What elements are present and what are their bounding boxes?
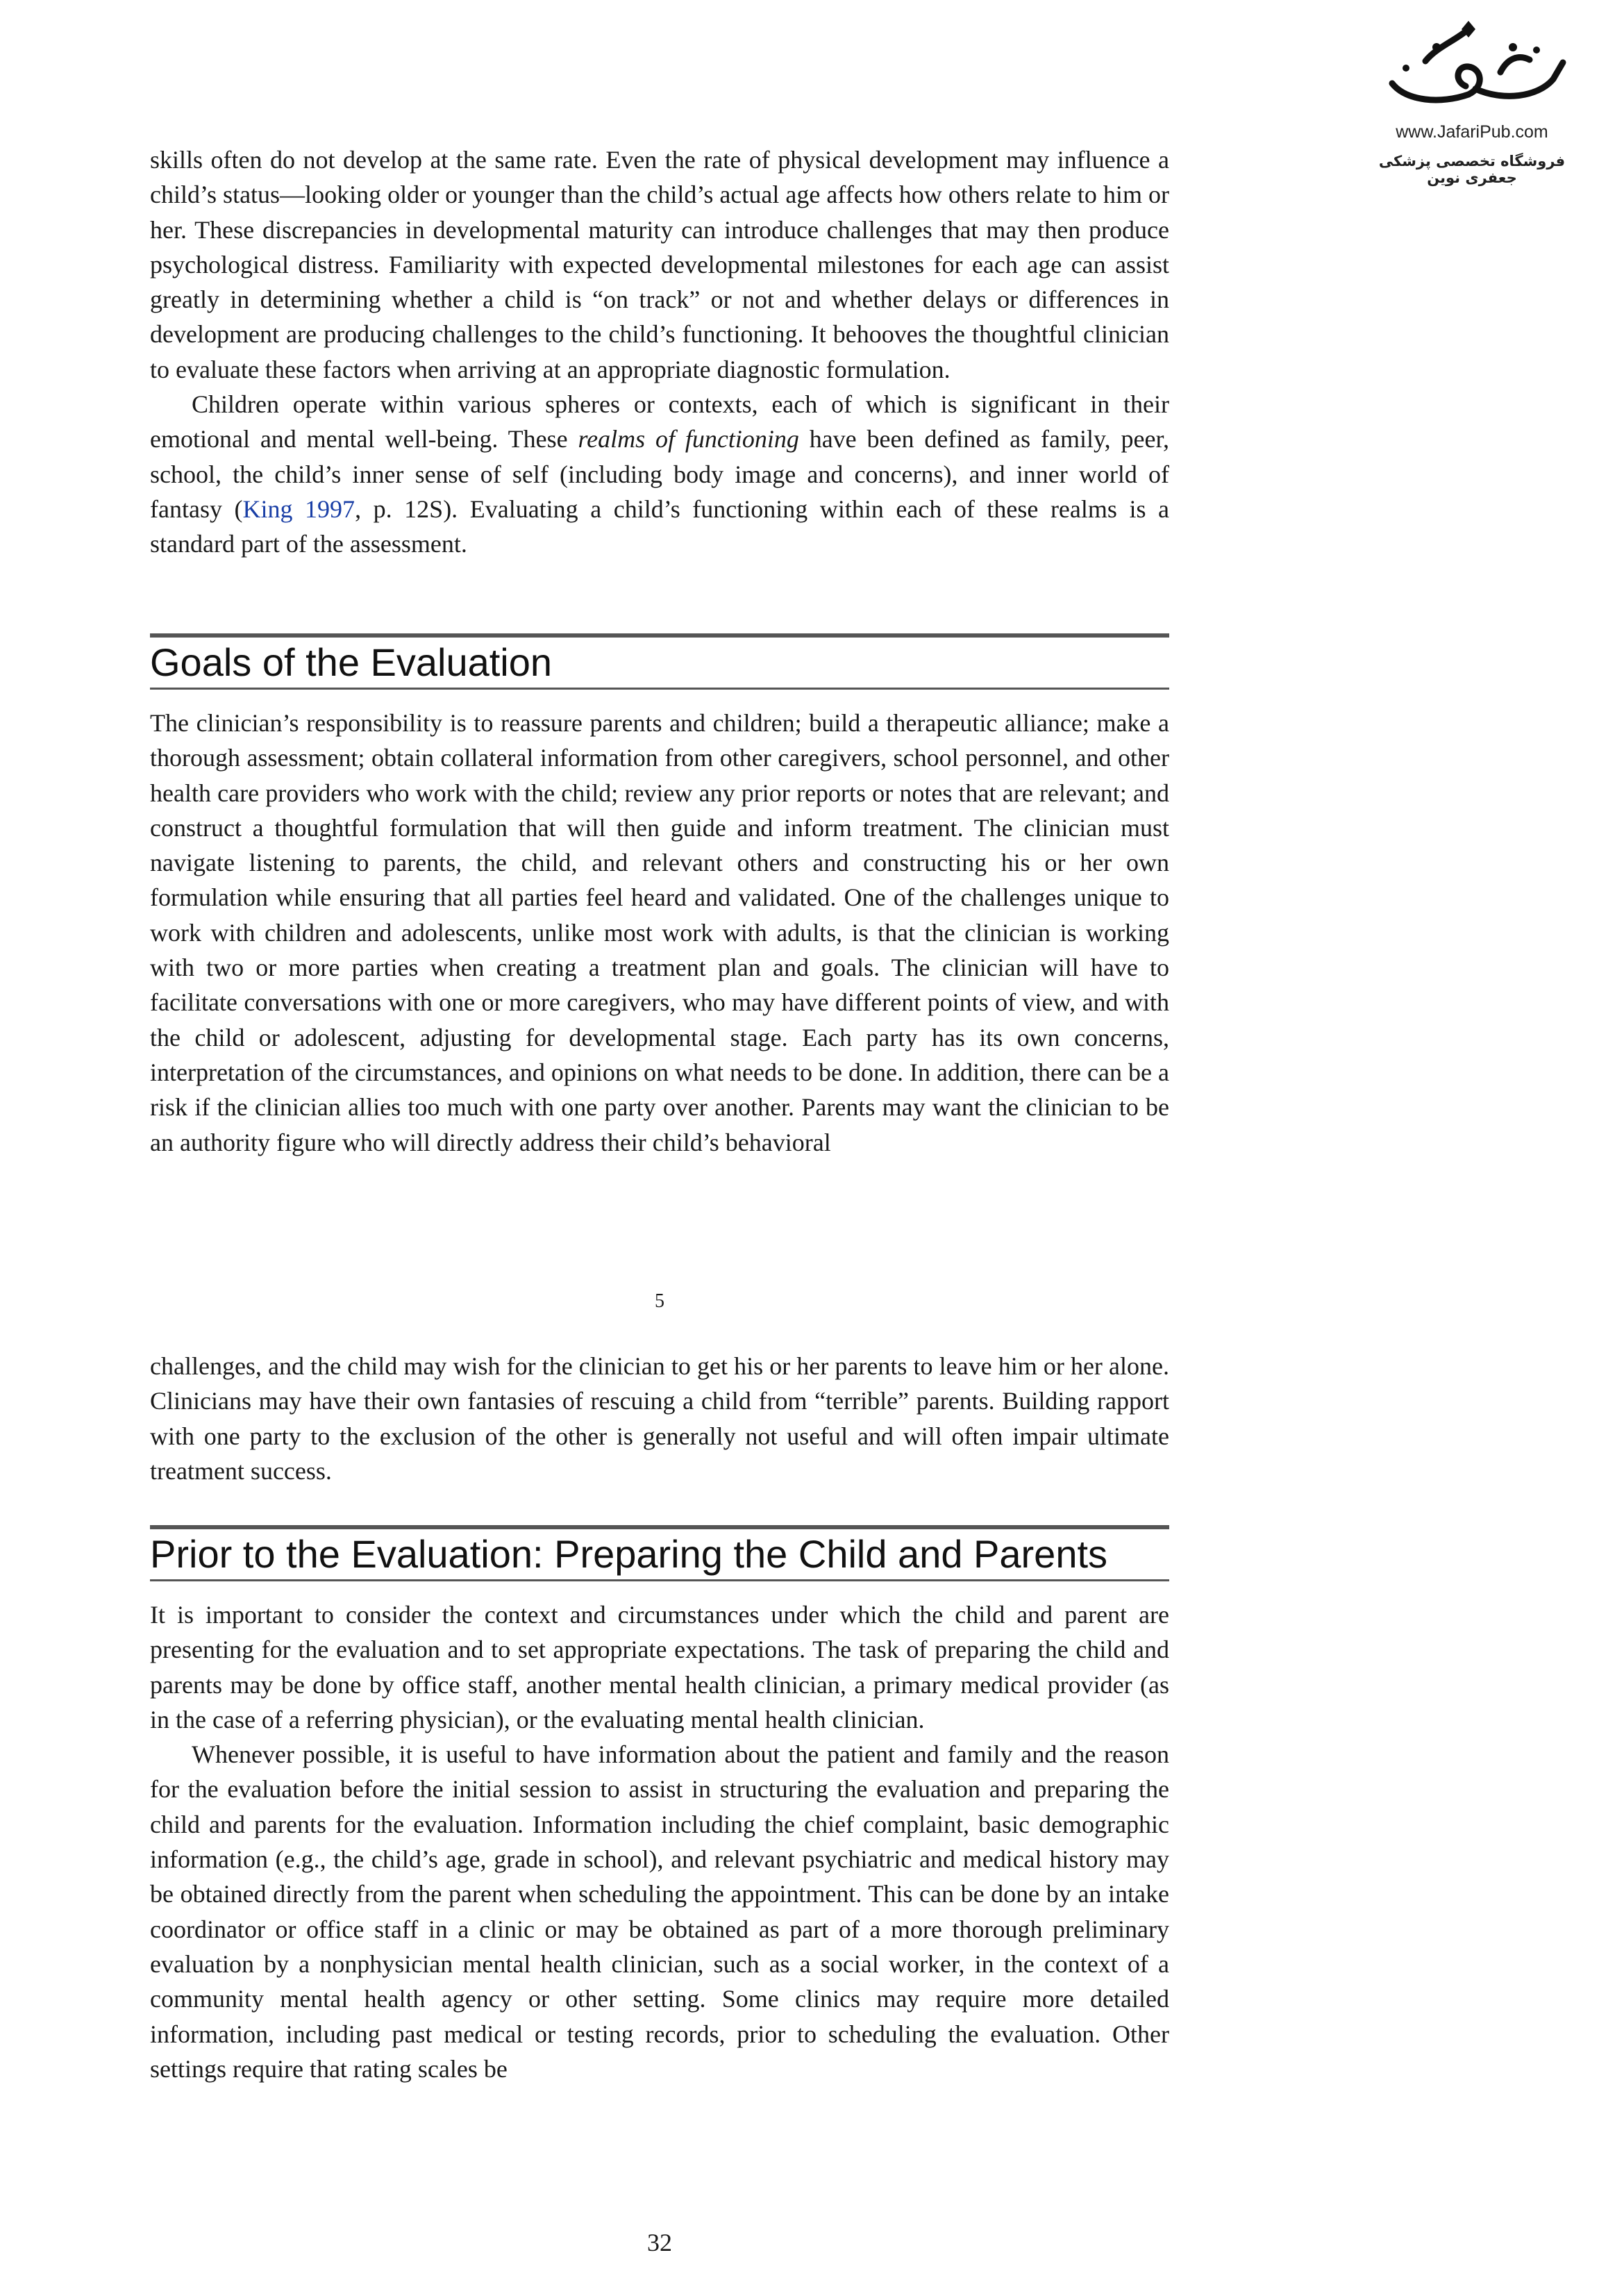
body-text-prior bbox=[150, 1597, 1169, 2086]
section-heading-goals bbox=[150, 633, 1169, 690]
section-heading-prior bbox=[150, 1525, 1169, 1581]
paragraph: skills often do not develop at the same rate. Even the rate of physical development may influence a child’s status—looking older or younger than the child’s actual age affects how others relate to him or her. These discrepancies in developmental maturity can introduce challenges that may then produce psychological distress. Familiarity with expected developmental milestones for each age can assist greatly in determining whether a child is “on track” or not and whether delays or differences in development are producing challenges to the child’s functioning. It behooves the thoughtful clinician to evaluate these factors when arriving at an appropriate diagnostic formulation. bbox=[150, 146, 1169, 383]
paragraph: challenges, and the child may wish for the clinician to get his or her parents to leave him or her alone. Clinicians may have their own fantasies of rescuing a child from “terrible” parents. Building rapport with one party to the exclusion of the other is generally not useful and will often impair ultimate treatment success. bbox=[150, 1352, 1169, 1485]
body-text-top bbox=[150, 142, 1169, 562]
publisher-url[interactable]: www.JafariPub.com bbox=[1396, 122, 1548, 142]
paragraph: The clinician’s responsibility is to reassure parents and children; build a therapeutic alliance; make a thorough assessment; obtain collateral information from other caregivers, school personnel, and other health care providers who work with the child; review any prior reports or notes that are relevant; and construct a thoughtful formulation that will then guide and inform treatment. The clinician must navigate listening to parents, the child, and relevant others and constructing his or her own formulation while ensuring that all parties feel heard and validated. One of the challenges unique to work with children and adolescents, unlike most work with adults, is that the clinician is working with two or more parties when creating a treatment plan and goals. The clinician will have to facilitate conversations with one or more caregivers, who may have different points of view, and with the child or adolescent, adjusting for developmental stage. Each party has its own concerns, interpretation of the circumstances, and opinions on what needs to be done. In addition, there can be a risk if the clinician allies too much with one party over another. Parents may want the clinician to be an authority figure who will directly address their child’s behavioral bbox=[150, 709, 1169, 1156]
publisher-logo bbox=[1364, 19, 1587, 186]
publisher-tagline: فروشگاه تخصصی پزشکی جعفری نوین bbox=[1378, 153, 1566, 186]
section-heading-text: Prior to the Evaluation: Preparing the Child and Parents bbox=[150, 1532, 1108, 1576]
section-heading-text: Goals of the Evaluation bbox=[150, 640, 553, 684]
paragraph-text: , p. 12S). Evaluating a child’s functioning within each of these realms is a standard part of the assessment. bbox=[150, 494, 1169, 558]
paragraph-text: have been defined as family, peer, school, the child’s inner sense of self (including body image and concerns), and inner world of fantasy ( bbox=[150, 425, 1169, 523]
paragraph: It is important to consider the context and circumstances under which the child and parent are presenting for the evaluation and to set appropriate expectations. The task of preparing the child and parents may be done by office staff, another mental health clinician, a primary medical provider (as in the case of a referring physician), or the evaluating mental health clinician. bbox=[150, 1601, 1169, 1733]
body-text-continuation bbox=[150, 1349, 1169, 1488]
paragraph-text: Children operate within various spheres or contexts, each of which is significant in their emotional and mental well-being. These bbox=[150, 390, 1169, 454]
source-page-marker: 5 bbox=[655, 1290, 664, 1312]
emphasized-term: realms of functioning bbox=[578, 425, 799, 454]
calligraphy-logo-icon bbox=[1364, 19, 1580, 124]
page-number: 32 bbox=[647, 2229, 672, 2256]
paragraph: Whenever possible, it is useful to have information about the patient and family and the reason for the evaluation before the initial session to assist in structuring the evaluation and preparing the child and parents for the evaluation. Information including the chief complaint, basic demographic information (e.g., the child’s age, grade in school), and relevant psychiatric and medical history may be obtained directly from the parent when scheduling the appointment. This can be done by an intake coordinator or office staff in a clinic or may be obtained as part of a more thorough preliminary evaluation by a nonphysician mental health clinician, such as a social worker, in the context of a community mental health agency or other setting. Some clinics may require more detailed information, including past medical or testing records, prior to scheduling the evaluation. Other settings require that rating scales be bbox=[150, 1740, 1169, 2083]
body-text-goals bbox=[150, 706, 1169, 1160]
paragraph bbox=[150, 387, 1169, 561]
citation-link[interactable]: King 1997 bbox=[242, 494, 355, 523]
